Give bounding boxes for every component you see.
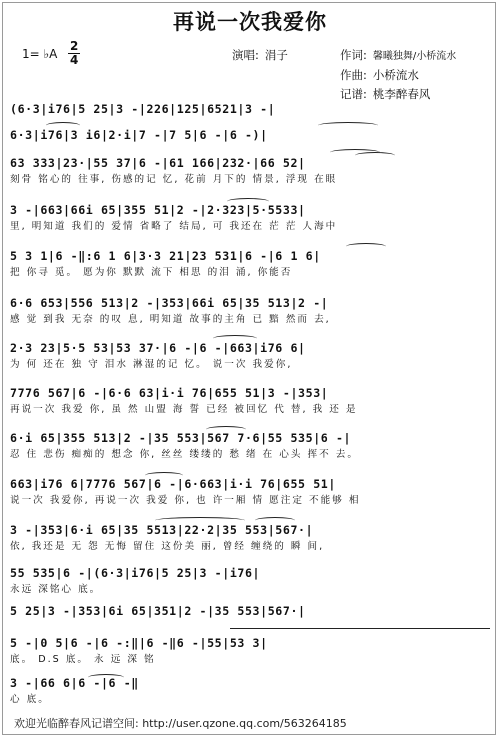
notation-line: 3 -|353|6·i 65|35 5513|22·2|35 553|567·| [10,523,314,537]
notation-line: 5 25|3 -|353|6i 65|351|2 -|35 553|567·| [10,604,306,618]
notation-line: 55 535|6 -|(6·3|i76|5 25|3 -|i76| [10,566,261,580]
lyric-line: 忍 住 悲伤 痴痴的 想念 你, 丝丝 缕缕的 愁 绪 在 心头 挥不 去。 [10,449,359,460]
singer-label: 演唱: [232,48,259,62]
notation-line: 63 333|23·|55 37|6 -|61 166|232·|66 52| [10,156,306,170]
slur [230,628,490,633]
key-signature: 1= ♭A [22,47,58,61]
transcriber-credit [340,86,430,102]
slur [227,198,269,205]
notation-line: 7776 567|6 -|6·6 63|i·i 76|655 51|3 -|353| [10,386,329,400]
notation-line: 6·i 65|355 513|2 -|35 553|567 7·6|55 535|6 -| [10,431,352,445]
singer-credit [232,47,288,63]
lyric-line: 为 何 还在 独 守 泪水 淋湿的记 忆。 说一次 我爱你, [10,359,293,370]
notation-line: 6·6 653|556 513|2 -|353|66i 65|35 513|2 -| [10,296,329,310]
lyric-line: 把 你寻 觅。 愿为你 默默 流下 相思 的泪 涌, 你能否 [10,267,293,278]
lyricist-credit [340,47,456,63]
lyricist-label: 作词: [340,48,367,62]
slur [145,472,183,479]
lyric-line: 感 觉 到我 无奈 的叹 息, 明知道 故事的主角 已 黯 然而 去, [10,314,331,325]
singer-name: 涓子 [264,48,288,62]
transcriber-label: 记谱: [340,87,367,101]
lyric-line: 底。 D.S 底。 永 远 深 铭 [10,654,156,665]
lyric-line: 刻骨 铭心的 往事, 伤感的记 忆, 花前 月下的 情景, 浮现 在眼 [10,174,338,185]
lyricist-name: 馨曦独舞/小桥流水 [372,51,457,62]
notation-line: 3 -|663|66i 65|355 51|2 -|2·323|5·5533| [10,203,306,217]
notation-line: 5 3 1|6 -‖:6 1 6|3·3 21|23 531|6 -|6 1 6| [10,249,321,263]
slur [88,674,124,681]
transcriber-name: 桃李醉春风 [372,87,431,101]
slur [213,335,257,342]
composer-credit [340,67,419,83]
lyric-line: 再说一次 我爱 你, 虽 然 山盟 海 誓 已经 被回忆 代 替, 我 还 是 [10,404,358,415]
time-bottom: 4 [70,53,79,67]
time-top: 2 [70,39,79,53]
time-signature [68,40,80,67]
lyric-line: 永远 深铭心 底。 [10,584,102,595]
slur [318,122,378,129]
notation-line: (6·3|i76|5 25|3 -|226|125|6521|3 -| [10,102,276,116]
slur [155,517,245,524]
lyric-line: 说一次 我爱你, 再说一次 我爱 你, 也 许一厢 情 愿注定 不能够 相 [10,495,361,506]
notation-line: 6·3|i76|3 i6|2·i|7 -|7 5|6 -|6 -)| [10,128,268,142]
composer-label: 作曲: [340,68,367,82]
footer-text: 欢迎光临醉春风记谱空间: http://user.qzone.qq.com/563264185 [14,717,347,730]
notation-line: 3 -|66 6|6 -|6 -‖ [10,676,139,690]
notation-line: 2·3 23|5·5 53|53 37·|6 -|6 -|663|i76 6| [10,341,306,355]
lyric-line: 里, 明知道 我们的 爱情 省略了 结局, 可 我还在 茫 茫 人海中 [10,221,338,232]
lyric-line: 依, 我还是 无 怨 无悔 留住 这份美 丽, 曾经 缠绕的 瞬 间, [10,541,325,552]
slur [355,152,395,159]
notation-line: 663|i76 6|7776 567|6 -|6·663|i·i 76|655 51| [10,477,336,491]
lyric-line: 心 底。 [10,694,50,705]
slur [255,517,295,524]
slur [206,426,246,433]
slur [46,122,80,129]
composer-name: 小桥流水 [372,68,419,82]
notation-line: 5 -|0 5|6 -|6 -:‖|6 -‖6 -|55|53 3| [10,636,268,650]
song-title: 再说一次我爱你 [173,9,327,34]
slur [346,243,386,250]
